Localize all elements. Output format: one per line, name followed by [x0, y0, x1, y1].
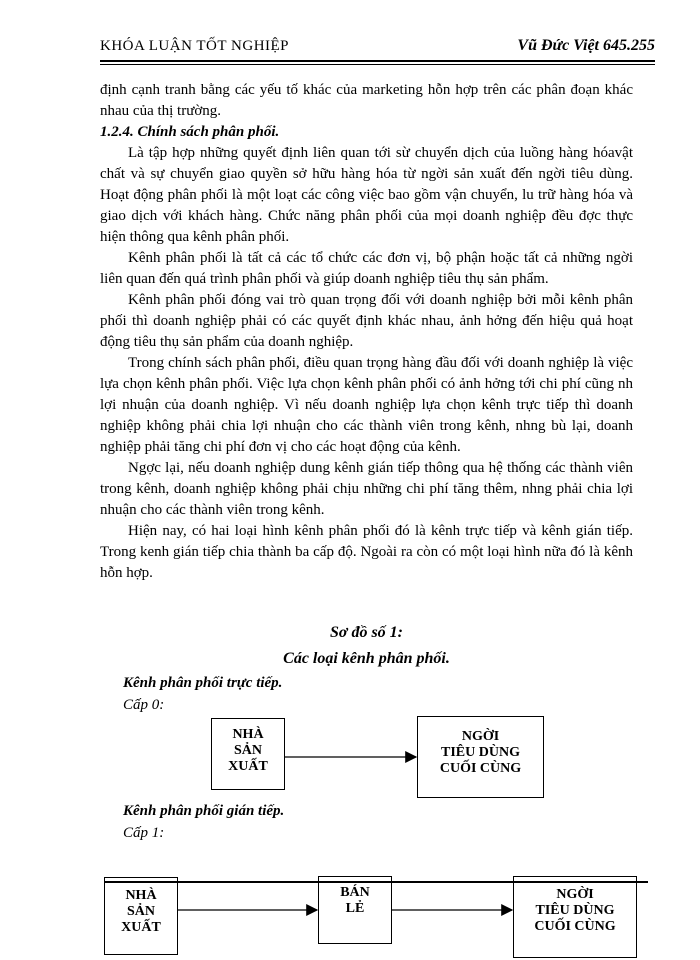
- paragraph: Ngợc lại, nếu doanh nghiệp dung kênh gián tiếp thông qua hệ thống các thành viên trong kênh, doanh nghiệp không phải chịu những chi phí tăng thêm, nhng phải chia lợi nhuận cho các thành viên trong kênh.: [100, 460, 633, 518]
- consumer-line: CUỐI CÙNG: [439, 761, 522, 776]
- retailer-line: LẺ: [345, 901, 365, 916]
- paragraph: Kênh phân phối là tất cả các tổ chức các đơn vị, bộ phận hoặc tất cả những ngời liên quan đến quá trình phân phối và giúp doanh nghiệp tiêu thụ sản phẩm.: [100, 250, 633, 287]
- consumer-line: CUỐI CÙNG: [534, 919, 616, 934]
- paragraph: Kênh phân phối đóng vai trò quan trọng đối với doanh nghiệp bởi mỗi kênh phân phối thì doanh nghiệp phải có các quyết định khác nhau, ảnh hởng đến hiệu quả hoạt động tiêu thụ sản phẩm của doanh nghiệp.: [100, 292, 633, 350]
- paragraph: định cạnh tranh bằng các yếu tố khác của marketing hỗn hợp trên các phân đoạn khác nhau của thị trường.: [100, 82, 633, 119]
- producer-line: NHÀ: [232, 727, 264, 742]
- producer-line: XUẤT: [121, 920, 161, 935]
- consumer-line: NGỜI: [461, 729, 500, 744]
- consumer-line: NGỜI: [556, 887, 594, 902]
- retailer-line: BÁN: [340, 885, 370, 900]
- indirect-channel-label: Kênh phân phối gián tiếp.: [123, 803, 285, 819]
- header-thesis-title: KHÓA LUẬN TỐT NGHIỆP: [100, 38, 290, 54]
- diagram-title: Các loại kênh phân phối.: [283, 650, 450, 667]
- diagram-number-title: Sơ đồ số 1:: [329, 624, 404, 641]
- section-heading: 1.2.4. Chính sách phân phối.: [100, 124, 280, 140]
- consumer-line: TIÊU DÙNG: [535, 903, 615, 918]
- producer-line: NHÀ: [125, 888, 157, 903]
- paragraph: Hiện nay, có hai loại hình kênh phân phối đó là kênh trực tiếp và kênh gián tiếp. Trong kenh gián tiếp chia thành ba cấp độ. Ngoài ra còn có một loại hình nữa đó là kênh hỗn hợp.: [100, 523, 633, 581]
- paragraph: Là tập hợp những quyết định liên quan tới sừ chuyển dịch của luồng hàng hóavật chất và sự chuyển giao quyền sở hữu hàng hóa từ ngời sản xuất đến ngời tiêu dùng. Hoạt động phân phối là một loạt các công việc bao gồm vận chuyển, lu trữ hàng hóa và giao dịch với khách hàng. Chức năng phân phối của mọi doanh nghiệp đều đợc thực hiện thông qua kênh phân phối.: [100, 145, 633, 245]
- paragraph: Trong chính sách phân phối, điều quan trọng hàng đầu đối với doanh nghiệp là việc lựa chọn kênh phân phối. Việc lựa chọn kênh phân phối có ảnh hởng tới chi phí cũng nh lợi nhuận của doanh nghiệp. Vì nếu doanh nghiệp lựa chọn kênh trực tiếp thì doanh nghiệp không phải chia lợi nhuận cho các thành viên trong kênh, nhng bù lại, doanh nghiệp phải tăng chi phí đơn vị cho các hoạt động của kênh.: [100, 355, 633, 455]
- level-1-label: Cấp 1:: [123, 825, 165, 841]
- consumer-line: TIÊU DÙNG: [441, 745, 520, 760]
- level-0-label: Cấp 0:: [123, 697, 165, 713]
- producer-line: SẢN: [233, 743, 262, 758]
- producer-line: SẢN: [126, 904, 155, 919]
- header-author: Vũ Đức Việt 645.255: [517, 37, 655, 54]
- direct-channel-label: Kênh phân phối trực tiếp.: [123, 675, 283, 691]
- producer-line: XUẤT: [228, 759, 268, 774]
